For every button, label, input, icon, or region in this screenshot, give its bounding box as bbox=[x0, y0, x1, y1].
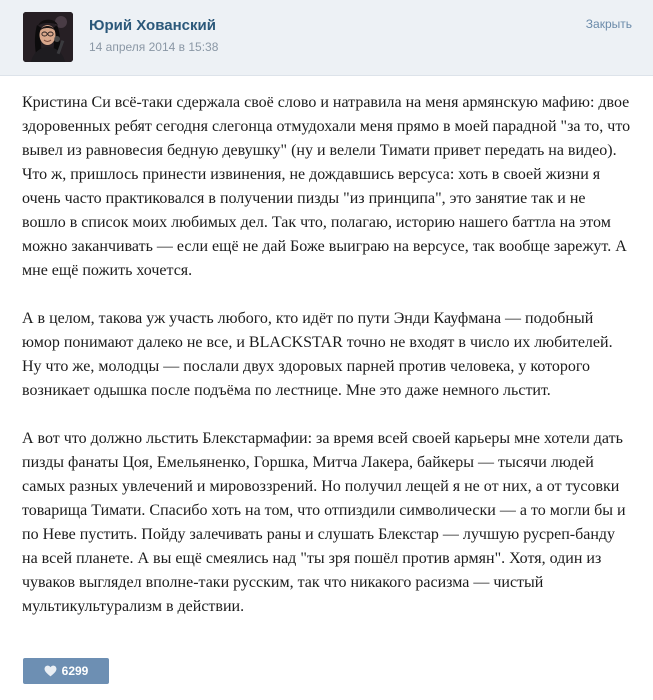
post-text bbox=[22, 91, 632, 643]
like-count: 6299 bbox=[61, 664, 89, 678]
post-paragraph-2: А в целом, такова уж участь любого, кто идёт по пути Энди Кауфмана — подобный юмор понимают далеко не все, и BLACKSTAR точно не входят в число их любителей. Ну что же, молодцы — послали двух здоровых парней против человека, у которого возникает одышка после подъёма по лестнице. Мне это даже немного льстит. bbox=[22, 310, 613, 399]
post-date[interactable]: 14 апреля 2014 в 15:38 bbox=[89, 40, 219, 54]
like-button[interactable] bbox=[23, 658, 109, 684]
post-paragraph-3: А вот что должно льстить Блекстармафии: за время всей своей карьеры мне хотели дать пизды фанаты Цоя, Емельяненко, Горшка, Митча Лакера, байкеры — тысячи людей самых разных увлечений и мировоззрений. Но получил лещей я не от них, а от тусовки товарища Тимати. Спасибо хоть на том, что отпиздили символически — а то могли бы и по Неве пустить. Пойду залечивать раны и слушать Блекстар — лучшую русреп-банду на всей планете. А вы ещё смеялись над "ты зря пошёл против армян". Хотя, один из чуваков выглядел вполне-таки русским, так что никакого расизма — чистый мультикультурализм в действии. bbox=[22, 430, 626, 615]
heart-icon bbox=[44, 665, 57, 677]
author-name-link[interactable]: Юрий Хованский bbox=[89, 17, 216, 34]
avatar[interactable] bbox=[23, 12, 73, 62]
user-avatar-photo bbox=[23, 12, 73, 62]
post-paragraph-1: Кристина Си всё-таки сдержала своё слово и натравила на меня армянскую мафию: двое здоровенных ребят сегодня слегонца отмудохали меня прямо в моей парадной "за то, что вывел из равновесия бедную девушку" (ну и велели Тимати привет передать на видео). Что ж, пришлось принести извинения, не дождавшись версуса: хоть в своей жизни я очень часто практиковался в получении пизды "из принципа", это занятие так и не вошло в список моих любимых дел. Так что, полагаю, историю нашего баттла на этом можно заканчивать — если ещё не дай Боже выиграю на версусе, так вообще зарежут. А мне ещё пожить хочется. bbox=[22, 94, 631, 279]
close-link[interactable]: Закрыть bbox=[585, 17, 632, 31]
post-header bbox=[0, 0, 653, 76]
